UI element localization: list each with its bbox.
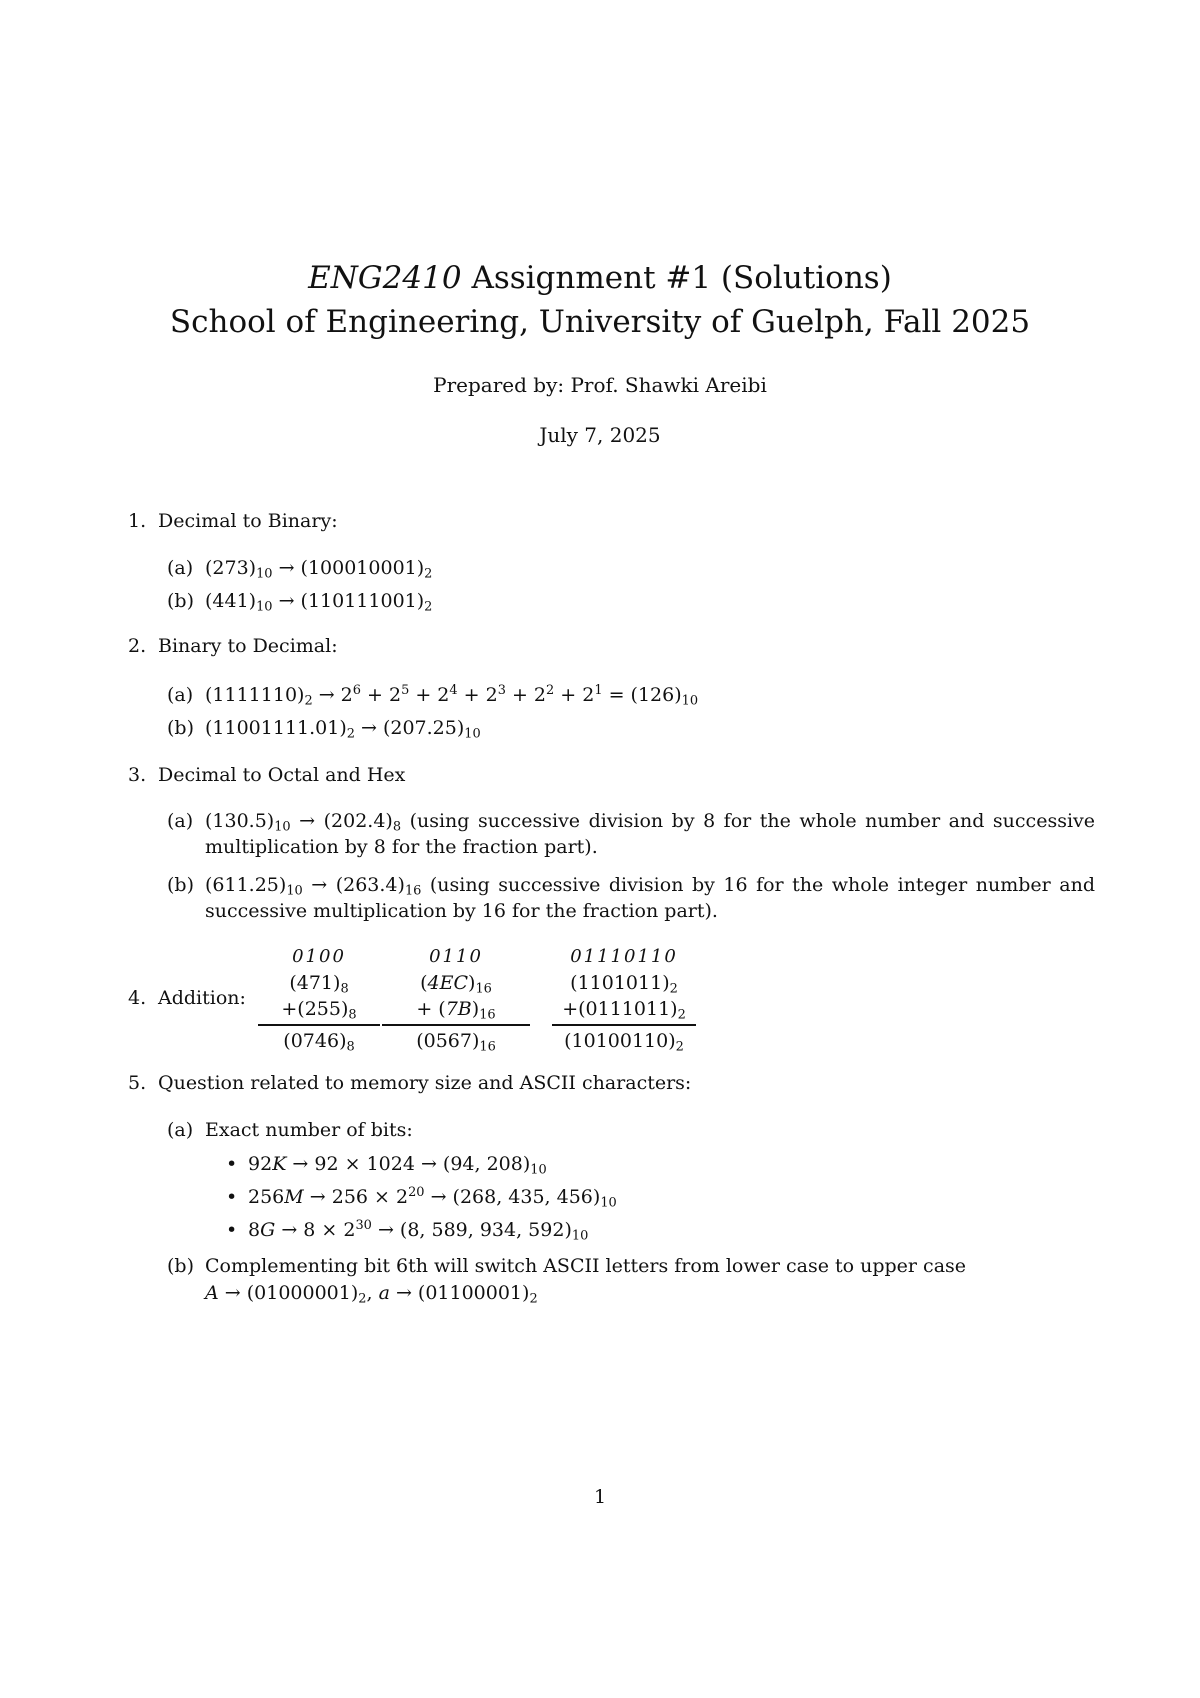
hex-sum-rule [382,1024,530,1026]
q3a-label: (a) [167,810,194,832]
hex-addend: + $(7B)_{16}$ [416,998,496,1023]
hex-sum: $(0567)_{16}$ [416,1030,496,1055]
q5b-text: Complementing bit 6th will switch ASCII letters from lower case to upper case [205,1255,967,1277]
q1b-answer: $(441)_{10} \to (110111001)_2$ [205,590,433,615]
q2a-label: (a) [167,684,194,706]
binary-sum-rule [552,1024,696,1026]
document-title [0,260,1200,296]
octal-sum: $(0746)_8$ [283,1030,355,1055]
document-date: July 7, 2025 [539,423,661,447]
octal-addend: $+(255)_8$ [281,998,357,1023]
q5b-ascii-example: $A \to (01000001)_2$, $a \to (01100001)_2$ [205,1282,538,1307]
q5a-label: (a) [167,1119,194,1141]
hex-carry: 0110 [429,946,483,967]
q1-number: 1. [128,510,147,532]
q5a-bullet-3: $8G \to 8 \times 2^{30} \to (8$, 589, 934, $592)_{10}$ [248,1217,589,1244]
q1-title: Decimal to Binary: [158,510,338,532]
q5a-bullet-2: $256M \to 256 \times 2^{20} \to (268$, 435, $456)_{10}$ [248,1184,617,1211]
octal-sum-rule [258,1024,380,1026]
q3a-answer: $(130.5)_{10} \to (202.4)_8$ (using successive division by 8 for the whole number and successive multiplication by 8 for the fraction part). [205,810,1096,858]
q3b-label: (b) [167,874,194,896]
course-code: ENG2410 [308,260,462,296]
q1b-label: (b) [167,590,194,612]
q2b-label: (b) [167,717,194,739]
q4-title: Addition: [158,987,246,1009]
q4-number: 4. [128,987,147,1009]
q3b-answer: $(611.25)_{10} \to (263.4)_{16}$ (using successive division by 16 for the whole integer number and successive multiplication by 16 for the fraction part). [205,874,1096,922]
bullet-icon: • [226,1186,238,1208]
q2-number: 2. [128,635,147,657]
octal-carry: 0100 [292,946,346,967]
hex-top: $(4EC)_{16}$ [420,972,492,997]
binary-sum: $(10100110)_2$ [564,1030,684,1055]
binary-addend: $+(0111011)_2$ [562,998,686,1023]
q1a-answer: $(273)_{10} \to (100010001)_2$ [205,557,433,582]
bullet-icon: • [226,1219,238,1241]
q1a-label: (a) [167,557,194,579]
prepared-by: Prepared by: Prof. Shawki Areibi [433,373,767,397]
q5-title: Question related to memory size and ASCII characters: [158,1072,692,1094]
q3-title: Decimal to Octal and Hex [158,764,406,786]
bullet-icon: • [226,1153,238,1175]
q2-title: Binary to Decimal: [158,635,338,657]
q5a-bullet-1: 92K → 92 × 1024 → (94, $208)_{10}$ [248,1153,547,1178]
q2a-answer: $(1111110)_2 \to 2^6 + 2^5 + 2^4 + 2^3 + 2^2 + 2^1 = (126)_{10}$ [205,682,699,709]
page-number: 1 [593,1486,607,1508]
q2b-answer: $(11001111.01)_2 \to (207.25)_{10}$ [205,717,481,742]
binary-carry: 01110110 [570,946,678,967]
document-subtitle: School of Engineering, University of Guelph, Fall 2025 [169,304,1031,340]
binary-top: $(1101011)_2$ [570,972,678,997]
q5a-title: Exact number of bits: [205,1119,413,1141]
addition-binary [552,944,696,1054]
q3-number: 3. [128,764,147,786]
title-text: Assignment #1 (Solutions) [471,260,892,296]
addition-hex [382,944,530,1054]
addition-octal [258,944,380,1054]
q5b-label: (b) [167,1255,194,1277]
q5-number: 5. [128,1072,147,1094]
octal-top: $(471)_8$ [289,972,349,997]
